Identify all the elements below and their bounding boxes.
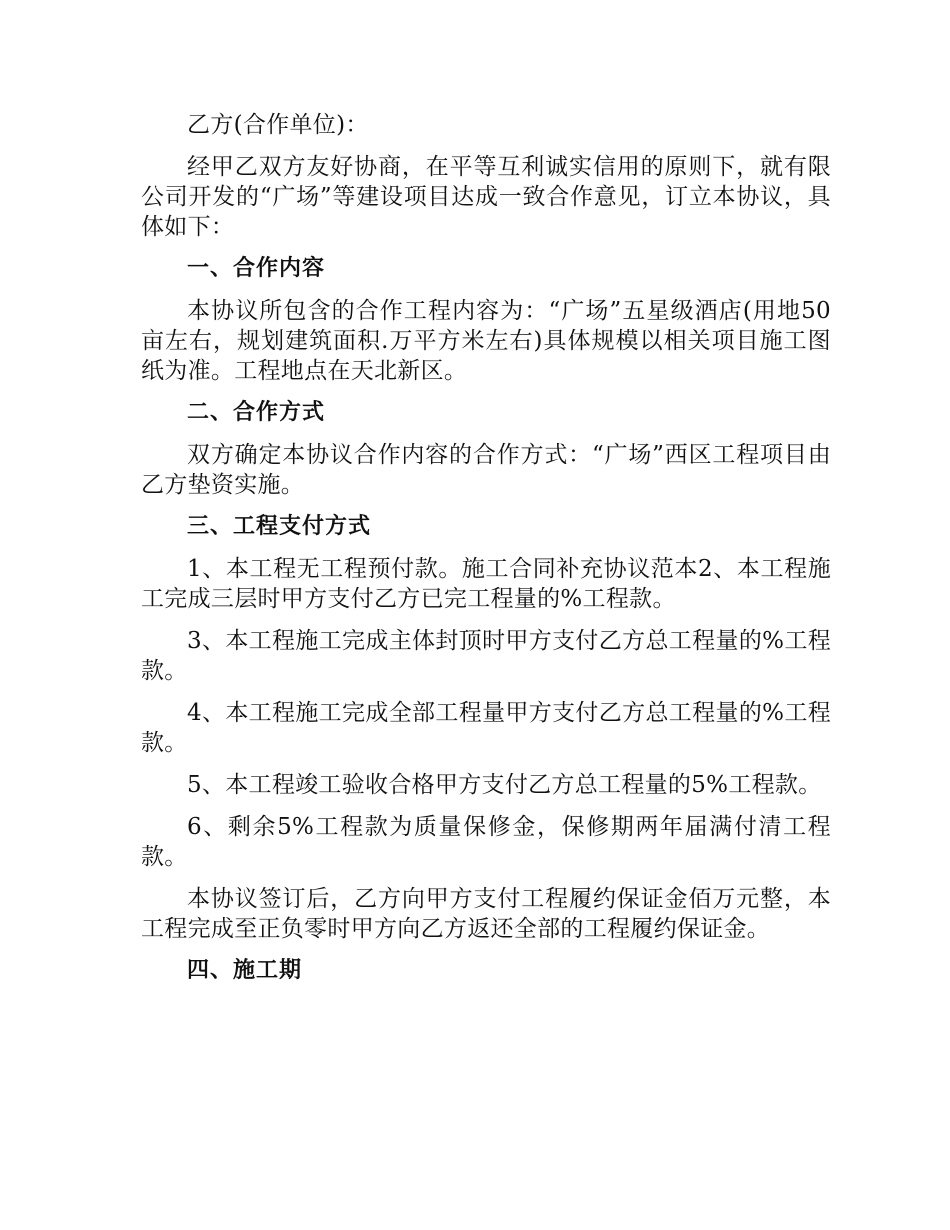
party-b-line: 乙方(合作单位)：	[187, 112, 369, 138]
payment-item: 5、本工程竣工验收合格甲方支付乙方总工程量的5%工程款。	[187, 772, 822, 798]
cooperation-content-paragraph: 本协议所包含的合作工程内容为：“广场”五星级酒店(用地50亩左右，规划建筑面积.万平方米左右)具体规模以相关项目施工图纸为准。工程地点在天北新区。	[141, 298, 831, 384]
payment-item: 1、本工程无工程预付款。施工合同补充协议范本2、本工程施工完成三层时甲方支付乙方已完工程量的%工程款。	[141, 556, 831, 612]
section-heading-cooperation-method: 二、合作方式	[187, 400, 326, 425]
payment-item: 4、本工程施工完成全部工程量甲方支付乙方总工程量的%工程款。	[141, 700, 831, 756]
cooperation-method-paragraph: 双方确定本协议合作内容的合作方式：“广场”西区工程项目由乙方垫资实施。	[141, 442, 831, 498]
deposit-clause-paragraph: 本协议签订后，乙方向甲方支付工程履约保证金佰万元整，本工程完成至正负零时甲方向乙方返还全部的工程履约保证金。	[141, 886, 831, 942]
section-heading-payment-method: 三、工程支付方式	[187, 514, 372, 539]
section-heading-construction-period: 四、施工期	[187, 958, 303, 983]
intro-paragraph: 经甲乙双方友好协商，在平等互利诚实信用的原则下，就有限公司开发的“广场”等建设项目达成一致合作意见，订立本协议，具体如下：	[141, 154, 831, 240]
section-heading-cooperation-content: 一、合作内容	[187, 256, 326, 281]
document-body	[141, 110, 831, 998]
payment-item: 6、剩余5%工程款为质量保修金，保修期两年届满付清工程款。	[141, 814, 831, 870]
payment-item: 3、本工程施工完成主体封顶时甲方支付乙方总工程量的%工程款。	[141, 628, 831, 684]
